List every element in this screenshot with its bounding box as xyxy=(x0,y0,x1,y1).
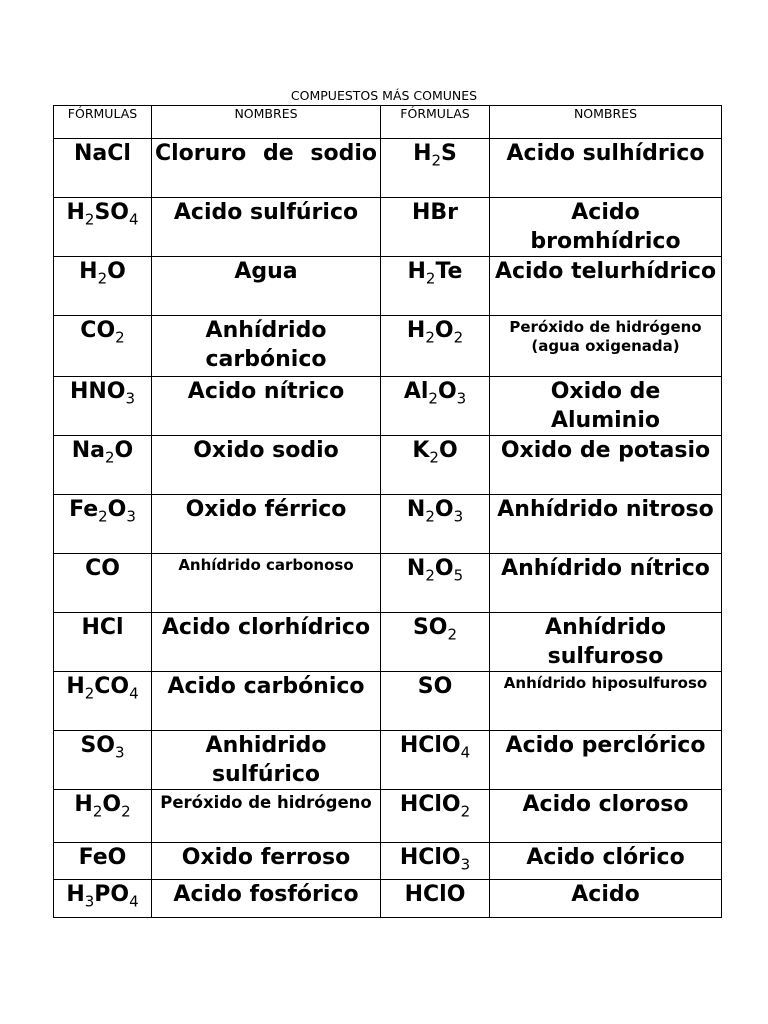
formula-subscript: 2 xyxy=(425,269,436,288)
name-cell: Acido nítrico xyxy=(152,377,381,436)
formula-subscript: 3 xyxy=(115,743,125,762)
table-row xyxy=(54,554,722,613)
formula-subscript: 2 xyxy=(425,566,435,585)
table-row xyxy=(54,139,722,198)
name-cell: Anhídrido hiposulfuroso xyxy=(490,672,722,731)
formula-cell xyxy=(381,436,490,495)
compounds-table xyxy=(53,105,722,918)
formula-subscript: 2 xyxy=(453,328,464,347)
formula-cell xyxy=(381,139,490,198)
table-row xyxy=(54,436,722,495)
formula-cell xyxy=(54,613,152,672)
formula-subscript: 2 xyxy=(431,151,442,170)
page-title: COMPUESTOS MÁS COMUNES xyxy=(290,88,478,103)
name-cell: Acido clórico xyxy=(490,843,722,880)
formula-symbol: HCl xyxy=(81,615,124,640)
formula-symbol: H xyxy=(407,259,426,284)
formula-symbol: NaCl xyxy=(74,141,131,166)
formula-subscript: 4 xyxy=(129,684,139,703)
table-row xyxy=(54,731,722,790)
formula-cell xyxy=(381,613,490,672)
formula-cell xyxy=(54,495,152,554)
formula-subscript: 2 xyxy=(98,507,108,526)
formula-subscript: 2 xyxy=(115,328,125,347)
formula-cell xyxy=(54,672,152,731)
formula-subscript: 2 xyxy=(84,684,95,703)
name-cell: Oxido de Aluminio xyxy=(490,377,722,436)
formula-symbol: H xyxy=(74,792,93,817)
table-row xyxy=(54,880,722,917)
name-cell: Agua xyxy=(152,257,381,316)
formula-symbol: O xyxy=(102,792,122,817)
formula-cell xyxy=(381,495,490,554)
name-cell: Anhidrido sulfúrico xyxy=(152,731,381,790)
compounds-table-body xyxy=(54,106,722,918)
name-cell: Cloruro de sodio xyxy=(152,139,381,198)
formula-subscript: 2 xyxy=(447,625,458,644)
formula-cell xyxy=(381,316,490,377)
formula-subscript: 2 xyxy=(428,389,438,408)
name-cell: Acido telurhídrico xyxy=(490,257,722,316)
formula-symbol: H xyxy=(66,200,85,225)
name-cell: Acido sulhídrico xyxy=(490,139,722,198)
formula-symbol: FeO xyxy=(78,845,127,870)
formula-symbol: S xyxy=(441,141,457,166)
formula-symbol: O xyxy=(438,438,458,463)
formula-symbol: H xyxy=(66,674,85,699)
name-cell: Peróxido de hidrógeno (agua oxigenada) xyxy=(490,316,722,377)
formula-cell xyxy=(381,843,490,880)
formula-symbol: N xyxy=(406,556,426,581)
formula-subscript: 3 xyxy=(84,892,95,911)
formula-subscript: 2 xyxy=(121,802,131,821)
formula-symbol: SO xyxy=(80,733,115,758)
name-cell: Acido sulfúrico xyxy=(152,198,381,257)
formula-symbol: Al xyxy=(403,379,429,404)
name-cell: Anhídrido sulfuroso xyxy=(490,613,722,672)
formula-symbol: K xyxy=(412,438,430,463)
table-row xyxy=(54,495,722,554)
name-cell: Acido perclórico xyxy=(490,731,722,790)
name-cell: Acido xyxy=(490,880,722,917)
formula-cell xyxy=(54,880,152,917)
formula-subscript: 3 xyxy=(126,507,136,526)
formula-cell xyxy=(381,790,490,843)
table-row xyxy=(54,257,722,316)
formula-symbol: O xyxy=(107,259,126,284)
formula-subscript: 3 xyxy=(456,389,467,408)
formula-symbol: H xyxy=(413,141,432,166)
name-cell: Anhídrido carbónico xyxy=(152,316,381,377)
name-cell: Acido fosfórico xyxy=(152,880,381,917)
formula-symbol: CO xyxy=(85,556,120,581)
formula-cell xyxy=(54,198,152,257)
name-cell: Acido clorhídrico xyxy=(152,613,381,672)
formula-subscript: 3 xyxy=(453,507,464,526)
formula-subscript: 4 xyxy=(129,892,139,911)
formula-symbol: SO xyxy=(94,200,129,225)
formula-cell xyxy=(54,257,152,316)
formula-subscript: 2 xyxy=(84,210,95,229)
formula-cell xyxy=(381,672,490,731)
formula-cell xyxy=(381,377,490,436)
formula-symbol: O xyxy=(107,497,127,522)
formula-symbol: Fe xyxy=(69,497,99,522)
table-row xyxy=(54,672,722,731)
table-row xyxy=(54,198,722,257)
header-formulas-1: FÓRMULAS xyxy=(54,106,152,139)
formula-symbol: CO xyxy=(94,674,130,699)
table-row xyxy=(54,790,722,843)
formula-symbol: N xyxy=(406,497,426,522)
name-cell: Acido carbónico xyxy=(152,672,381,731)
formula-symbol: Na xyxy=(71,438,105,463)
formula-symbol: HNO xyxy=(69,379,126,404)
formula-subscript: 5 xyxy=(453,566,464,585)
formula-symbol: H xyxy=(66,882,85,908)
formula-subscript: 3 xyxy=(460,855,471,874)
formula-cell xyxy=(54,377,152,436)
formula-cell xyxy=(54,554,152,613)
formula-symbol: HClO xyxy=(399,733,461,758)
formula-symbol: SO xyxy=(417,674,453,699)
formula-subscript: 2 xyxy=(97,269,108,288)
header-row xyxy=(54,106,722,139)
formula-cell xyxy=(381,554,490,613)
formula-symbol: CO xyxy=(80,318,116,343)
formula-symbol: SO xyxy=(412,615,448,640)
name-cell: Oxido férrico xyxy=(152,495,381,554)
name-cell: Anhídrido nítrico xyxy=(490,554,722,613)
table-row xyxy=(54,613,722,672)
formula-subscript: 2 xyxy=(429,448,439,467)
formula-symbol: HClO xyxy=(399,792,461,817)
formula-symbol: O xyxy=(434,497,454,522)
formula-cell xyxy=(54,843,152,880)
formula-symbol: HClO xyxy=(399,845,461,870)
formula-cell xyxy=(54,790,152,843)
name-cell: Anhídrido nitroso xyxy=(490,495,722,554)
formula-subscript: 4 xyxy=(460,743,471,762)
header-names-1: NOMBRES xyxy=(152,106,381,139)
table-row xyxy=(54,843,722,880)
formula-symbol: H xyxy=(79,259,98,284)
table-row xyxy=(54,316,722,377)
formula-symbol: HBr xyxy=(411,200,459,225)
formula-subscript: 2 xyxy=(105,448,115,467)
formula-subscript: 2 xyxy=(425,507,435,526)
name-cell: Peróxido de hidrógeno xyxy=(152,790,381,843)
header-names-2: NOMBRES xyxy=(490,106,722,139)
name-cell: Oxido sodio xyxy=(152,436,381,495)
formula-subscript: 3 xyxy=(125,389,136,408)
formula-cell xyxy=(381,198,490,257)
formula-cell xyxy=(54,436,152,495)
formula-symbol: HClO xyxy=(404,882,466,908)
formula-cell xyxy=(381,257,490,316)
name-cell: Acido cloroso xyxy=(490,790,722,843)
formula-symbol: O xyxy=(114,438,134,463)
name-cell: Acido bromhídrico xyxy=(490,198,722,257)
formula-cell xyxy=(381,880,490,917)
formula-subscript: 2 xyxy=(425,328,435,347)
formula-symbol: H xyxy=(406,318,426,343)
formula-cell xyxy=(54,316,152,377)
formula-cell xyxy=(54,139,152,198)
formula-symbol: PO xyxy=(94,882,130,908)
formula-symbol: Te xyxy=(435,259,463,284)
formula-cell xyxy=(381,731,490,790)
name-cell: Oxido de potasio xyxy=(490,436,722,495)
name-cell: Anhídrido carbonoso xyxy=(152,554,381,613)
table-row xyxy=(54,377,722,436)
formula-symbol: O xyxy=(434,318,454,343)
formula-subscript: 2 xyxy=(92,802,103,821)
formula-subscript: 4 xyxy=(128,210,139,229)
header-formulas-2: FÓRMULAS xyxy=(381,106,490,139)
formula-cell xyxy=(54,731,152,790)
formula-symbol: O xyxy=(434,556,454,581)
formula-symbol: O xyxy=(437,379,457,404)
name-cell: Oxido ferroso xyxy=(152,843,381,880)
formula-subscript: 2 xyxy=(460,802,471,821)
